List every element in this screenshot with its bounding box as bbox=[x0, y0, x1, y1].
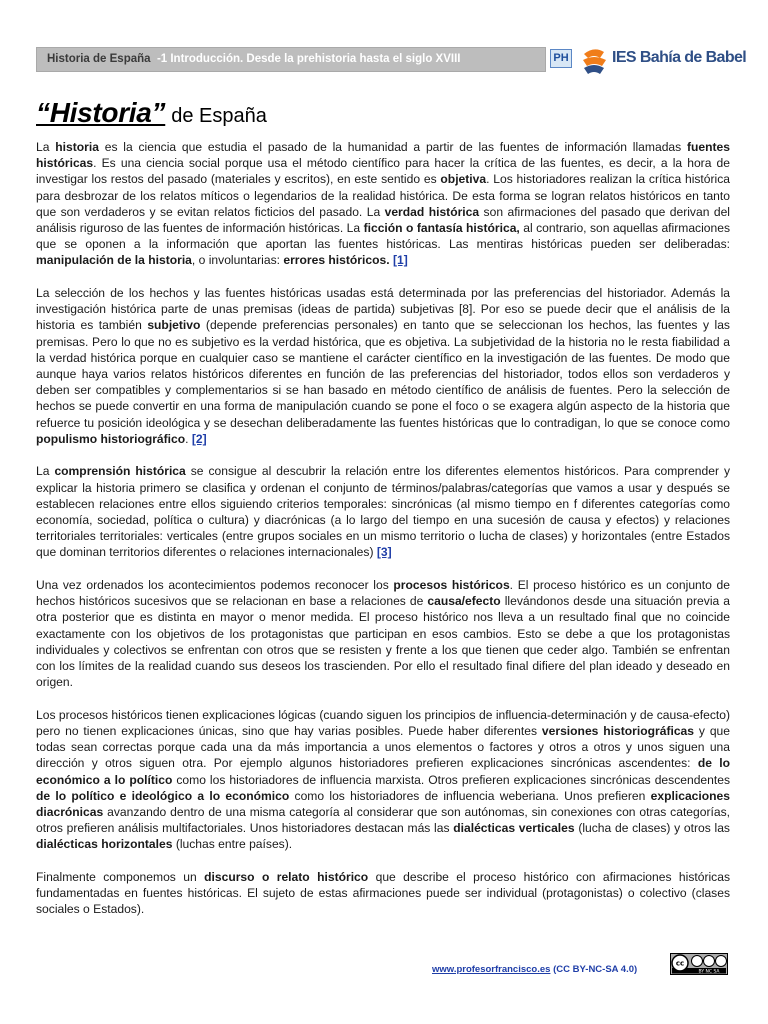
body-text: llevándonos desde una situación previa a otra posterior que es distinta en mayor o menor medida. El proceso histórico nos lleva a un resultado final que no coincide exactamente con los objetivos de los protagonistas que participan en esos cambios. Esto se debe a que los protagonistas individuales y colectivos se enfrentan con otros que se resisten y frente a los que tienen que ceder algo. También se enfrentan con los límites de la realidad cuando sus deseos los trascienden. Por ello el resultado final difiere del plan ideado y deseado en origen. bbox=[36, 594, 731, 690]
svg-text:cc: cc bbox=[675, 959, 685, 968]
body-text: (depende preferencias personales) en tanto que se seleccionan los hechos, las fuentes y las premisas. Pero lo que no es subjetivo es la verdad histórica, que es objetiva. La subjetividad de la historia no le resta fiabilidad a la verdad histórica porque en cualquier caso se mantiene el carácter científico en la investigación de las fuentes. De modo que aunque haya varios relatos históricos diferentes en función de las preferencias del historiador, todos ellos son verdaderos y deben ser compatibles y complementarios si se han basado en método científico de análisis de fuentes. Pero la selección de hechos se puede convertir en una forma de manipulación cuando se pone el foco o se exagera algún aspecto de la historia que refuerce tu posición ideológica y se desechan deliberadamente las fuentes históricas que lo contradigan, lo que se conoce como bbox=[36, 318, 730, 430]
body-text: Los procesos históricos tienen explicaciones lógicas (cuando siguen los principios de influencia-determinación y de causa-efecto) pero no tienen explicaciones únicas, sino que hay varias posibles. Puede haber diferentes bbox=[36, 707, 730, 739]
body-text: Finalmente componemos un bbox=[36, 870, 205, 885]
body-text: avanzando dentro de una misma categoría al considerar que son autónomas, sin conexiones con otras categorías, otros prefieren análisis multifactoriales. Unos historiadores destacan más las bbox=[36, 805, 730, 836]
body-text: al contrario, son aquellas afirmaciones que se oponen a la información que aportan las fuentes históricas. Las mentiras históricas pueden ser deliberadas: bbox=[36, 221, 731, 252]
key-term: manipulación de la historia bbox=[36, 253, 192, 268]
key-term: dialécticas horizontales bbox=[36, 837, 173, 852]
key-term: explicaciones diacrónicas bbox=[36, 788, 730, 820]
key-term: de lo político e ideológico a lo económico bbox=[36, 788, 290, 803]
key-term: historia bbox=[55, 140, 99, 154]
key-term: procesos históricos bbox=[393, 578, 510, 593]
footer-license-text: (CC BY-NC-SA 4.0) bbox=[550, 964, 638, 975]
footer bbox=[432, 964, 637, 975]
paragraph-6 bbox=[36, 869, 730, 918]
body-text: que describe el proceso histórico con afirmaciones históricas fundamentadas en fuentes históricas. El sujeto de estas afirmaciones puede ser individual (protagonistas) o colectivo (clases sociales o Estados). bbox=[36, 870, 730, 917]
reference-link[interactable]: [3] bbox=[376, 545, 392, 560]
body-text: , o involuntarias: bbox=[191, 253, 284, 268]
body-text: y que todas sean correctas porque cada una da más importancia a unos elementos o factores y otros a otros y unos siguen una dirección y otros siguen otra. Por ejemplo algunos historiadores prefieren explicaciones sincrónicas ascendentes: bbox=[36, 724, 731, 771]
page-title-sub: de España bbox=[171, 105, 267, 127]
paragraph-5 bbox=[36, 707, 730, 853]
body-text: como los historiadores de influencia weberiana. Unos prefieren bbox=[289, 788, 651, 803]
key-term: subjetivo bbox=[147, 318, 201, 333]
body-text: como los historiadores de influencia marxista. Otros prefieren explicaciones sincrónicas descendentes bbox=[172, 772, 731, 787]
body-text: La selección de los hechos y las fuentes históricas usadas está determinada por las preferencias del historiador. Además la investigación histórica parte de unas premisas (ideas de partida) subjetivas [8]. Por eso se puede decir que el análisis de la historia es también bbox=[36, 286, 730, 333]
body-text: . Los historiadores realizan la crítica histórica para desbrozar de los relatos míticos o legendarios de la realidad histórica. De esta forma se logran relatos históricos en tanto que son verdaderos y se evitan relatos ficticios del pasado. La bbox=[36, 172, 730, 219]
page-title-main: “Historia” bbox=[36, 97, 166, 128]
body-text: (luchas entre países). bbox=[172, 837, 293, 852]
body-text: Una vez ordenados los acontecimientos podemos reconocer los bbox=[36, 578, 394, 593]
body-text: . Es una ciencia social porque usa el método científico para hacer la crítica de las fuentes, es decir, a la hora de investigar los restos del pasado (materiales y escritos), en este sentido es bbox=[36, 156, 730, 187]
reference-link[interactable]: [1] bbox=[392, 253, 408, 268]
ph-badge: PH bbox=[550, 49, 572, 68]
key-term: versiones historiográficas bbox=[541, 724, 695, 739]
key-term: dialécticas verticales bbox=[453, 821, 575, 836]
header-bar bbox=[36, 47, 546, 72]
footer-url-link[interactable]: www.profesorfrancisco.es bbox=[432, 964, 551, 975]
key-term: causa/efecto bbox=[427, 594, 501, 609]
school-logo-icon bbox=[583, 49, 606, 74]
header-subject: Historia de España bbox=[47, 53, 151, 65]
body-text: se consigue al descubrir la relación entre los diferentes elementos históricos. Para comprender y explicar la historia primero se clasifica y ordenan el conjunto de términos/palabras/categorías que vamos a usar y después se establecen relaciones entre ellos siguiendo criterios temporales: sincrónicas (al mismo tiempo en f diferentes categorías como economía, sociedad, política o cultura) y diacrónicas (a lo largo del tiempo en una sucesión de causa y efectos) y relaciones territoriales territoriales: verticales (entre grupos sociales en un mismo territorio o lucha de clases) y horizontales (entre Estados que dominan territorios diferentes o relaciones internacionales) bbox=[36, 464, 731, 560]
school-logo-text: IES Bahía de Babel bbox=[612, 49, 747, 66]
body-text: . El proceso histórico es un conjunto de hechos históricos sucesivos que se relacionan en base a relaciones de bbox=[36, 578, 730, 609]
key-term: ficción o fantasía histórica, bbox=[363, 221, 520, 236]
key-term: comprensión histórica bbox=[54, 464, 186, 479]
key-term: de lo económico a lo político bbox=[36, 756, 730, 787]
paragraph-2 bbox=[36, 285, 730, 447]
body-text: La bbox=[36, 140, 56, 154]
body-text: La bbox=[36, 464, 55, 479]
key-term: errores históricos. bbox=[283, 253, 390, 268]
body-text: es la ciencia que estudia el pasado de la humanidad a partir de las fuentes de información llamadas bbox=[98, 140, 687, 154]
paragraph-4 bbox=[36, 577, 730, 690]
header-chapter: -1 Introducción. Desde la prehistoria hasta el siglo XVIII bbox=[156, 53, 461, 65]
reference-link[interactable]: [2] bbox=[191, 431, 207, 446]
key-term: discurso o relato histórico bbox=[204, 870, 369, 885]
key-term: populismo historiográfico bbox=[36, 431, 186, 446]
key-term: verdad histórica bbox=[384, 204, 480, 219]
page-title bbox=[36, 97, 267, 129]
paragraph-1 bbox=[36, 139, 730, 269]
key-term: fuentes históricas bbox=[36, 140, 731, 171]
creative-commons-icon bbox=[670, 953, 728, 975]
body-text: son afirmaciones del pasado que derivan del análisis riguroso de las fuentes de información históricas. La bbox=[36, 204, 730, 236]
document-body bbox=[36, 139, 730, 934]
body-text: (lucha de clases) y otros las bbox=[574, 821, 730, 836]
body-text: . bbox=[185, 431, 192, 446]
paragraph-3 bbox=[36, 463, 730, 560]
license-badge-text: BY NC SA bbox=[698, 969, 720, 975]
key-term: objetiva bbox=[440, 172, 487, 187]
